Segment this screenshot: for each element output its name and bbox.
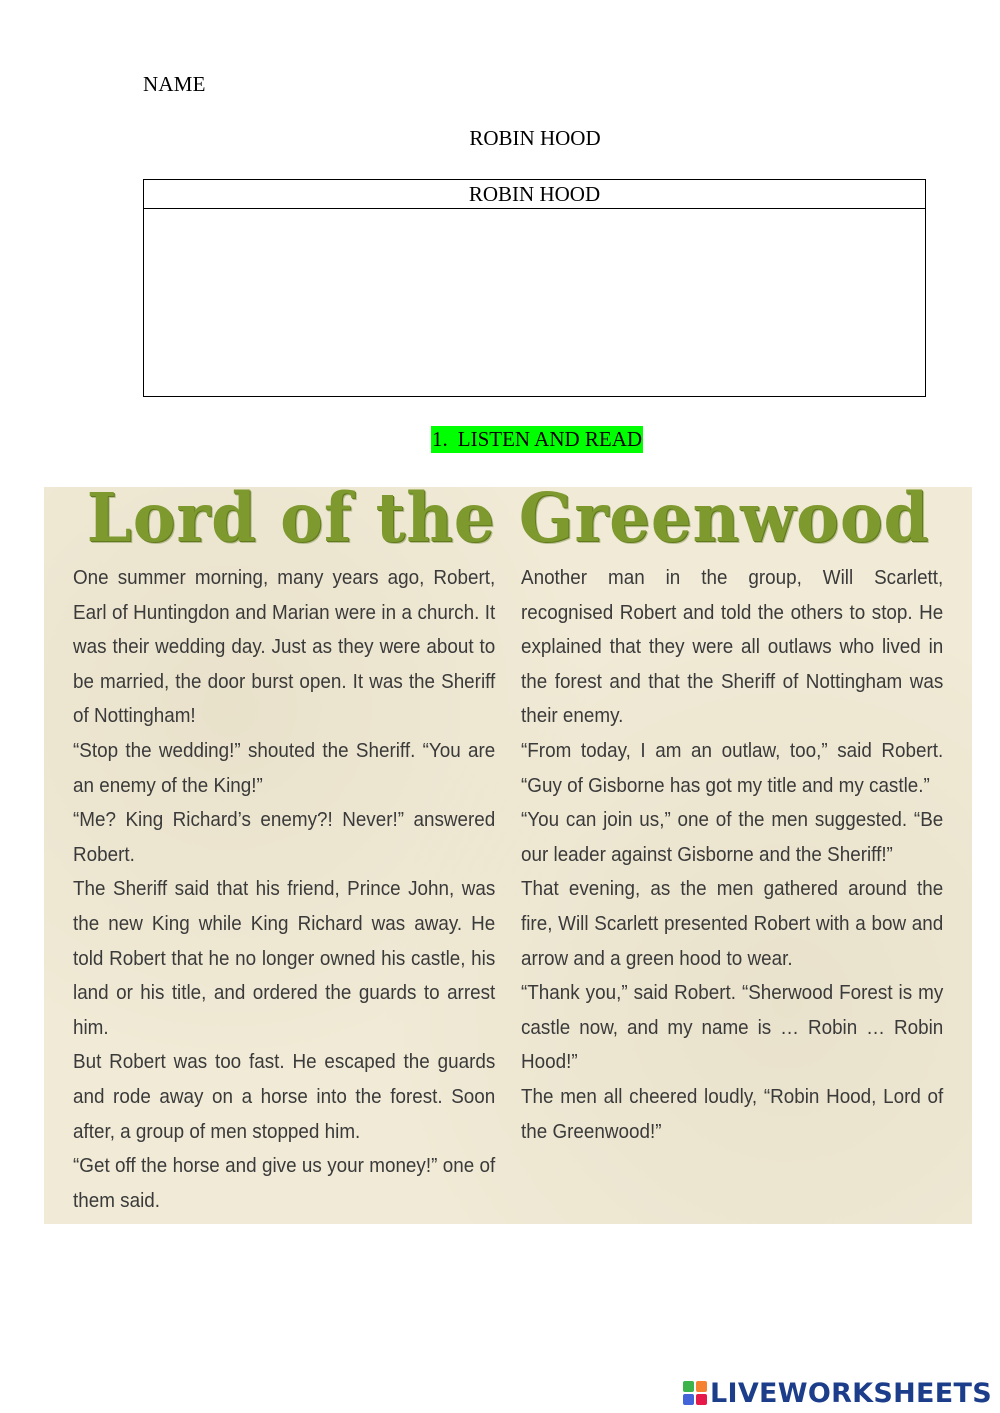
name-label: NAME — [143, 72, 206, 96]
logo-square — [696, 1381, 707, 1392]
story-paragraph: “Thank you,” said Robert. “Sherwood Forest is my castle now, and my name is … Robin … Robin Hood!” — [521, 981, 944, 1074]
liveworksheets-logo-icon — [683, 1381, 707, 1405]
instruction-number: 1. — [432, 427, 448, 451]
instruction-heading — [431, 426, 643, 453]
story-paragraph: The men all cheered loudly, “Robin Hood, Lord of the Greenwood!” — [521, 1084, 944, 1143]
answer-box[interactable] — [143, 179, 926, 397]
liveworksheets-brand[interactable] — [683, 1378, 992, 1408]
story-title: Lord of the Greenwood — [86, 487, 930, 558]
story-column-right — [521, 561, 943, 1149]
instruction-text: LISTEN AND READ — [457, 427, 643, 451]
page-title: ROBIN HOOD — [469, 126, 601, 150]
story-paragraph: “Get off the horse and give us your money!” one of them said. — [73, 1154, 496, 1212]
story-paragraph: But Robert was too fast. He escaped the guards and rode away on a horse into the forest. Soon after, a group of men stopped him. — [73, 1050, 496, 1143]
story-paragraph: “From today, I am an outlaw, too,” said Robert. “Guy of Gisborne has got my title and my castle.” — [521, 738, 944, 797]
logo-square — [683, 1394, 694, 1405]
story-paragraph: “You can join us,” one of the men suggested. “Be our leader against Gisborne and the Sheriff!” — [521, 808, 944, 866]
story-paragraph: “Me? King Richard’s enemy?! Never!” answered Robert. — [73, 808, 496, 866]
brand-text: LIVEWORKSHEETS — [709, 1377, 992, 1409]
logo-square — [696, 1394, 707, 1405]
story-paragraph: One summer morning, many years ago, Robert, Earl of Huntingdon and Marian were in a church. It was their wedding day. Just as they were about to be married, the door burst open. It was the Sheriff of Nottingham! — [73, 566, 496, 728]
story-paragraph: Another man in the group, Will Scarlett, recognised Robert and told the others to stop. He explained that they were all outlaws who lived in the forest and that the Sheriff of Nottingham was their enemy. — [521, 566, 944, 728]
answer-box-header: ROBIN HOOD — [144, 180, 925, 209]
logo-square — [683, 1381, 694, 1392]
answer-box-body[interactable] — [144, 209, 925, 397]
story-paragraph: That evening, as the men gathered around the fire, Will Scarlett presented Robert with a bow and arrow and a green hood to wear. — [521, 877, 944, 970]
story-paragraph: “Stop the wedding!” shouted the Sheriff. “You are an enemy of the King!” — [73, 738, 496, 797]
story-column-left — [73, 561, 495, 1218]
story-paragraph: The Sheriff said that his friend, Prince John, was the new King while King Richard was away. He told Robert that he no longer owned his castle, his land or his title, and ordered the guards to arrest him. — [73, 877, 496, 1039]
story-panel — [44, 487, 972, 1224]
